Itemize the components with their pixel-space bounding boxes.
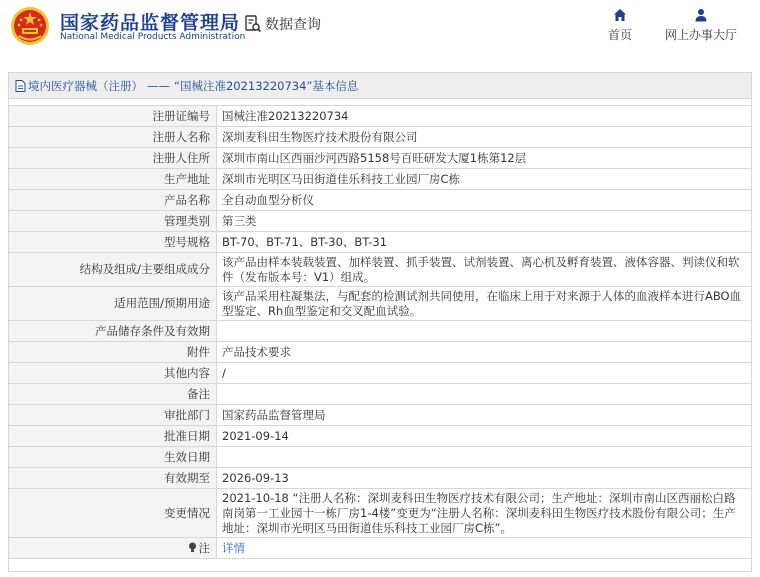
- site-header: [0, 0, 760, 60]
- field-label: 备注: [9, 384, 217, 405]
- field-label: 注册人住所: [9, 148, 217, 169]
- field-value: 该产品由样本装载装置、加样装置、抓手装置、试剂装置、离心机及孵育装置、液体容器、判读仪和软件（发布版本号：V1）组成。: [217, 253, 752, 287]
- nav-home-label: 首页: [607, 28, 632, 42]
- field-label: 结构及组成/主要组成成分: [9, 253, 217, 287]
- field-value: 国家药品监督管理局: [217, 405, 752, 426]
- field-value: [217, 384, 752, 405]
- nav-hall-label: 网上办事大厅: [664, 28, 737, 42]
- field-label: 审批部门: [9, 405, 217, 426]
- breadcrumb-title: “国械注准20213220734”基本信息: [174, 78, 359, 93]
- table-row: [9, 321, 752, 342]
- field-value: 2026-09-13: [217, 468, 752, 489]
- field-value: 该产品采用柱凝集法，与配套的检测试剂共同使用，在临床上用于对来源于人体的血液样本进行ABO血型鉴定、Rh血型鉴定和交叉配血试验。: [217, 287, 752, 321]
- panel-title-bar: [9, 73, 751, 99]
- field-value: [217, 321, 752, 342]
- detail-panel: [8, 72, 752, 572]
- site-name-cn[interactable]: 国家药品监督管理局: [60, 12, 241, 34]
- national-emblem-icon[interactable]: [10, 6, 50, 46]
- breadcrumb-section: 境内医疗器械（注册）: [28, 78, 143, 93]
- details-link[interactable]: 详情: [222, 540, 245, 555]
- table-row: [9, 384, 752, 405]
- table-row: [9, 127, 752, 148]
- table-row: [9, 405, 752, 426]
- table-row: [9, 287, 752, 321]
- field-label: 适用范围/预期用途: [9, 287, 217, 321]
- data-query-title: [245, 12, 321, 36]
- field-value: 深圳麦科田生物医疗技术股份有限公司: [217, 127, 752, 148]
- table-row: [9, 190, 752, 211]
- field-label: 生产地址: [9, 169, 217, 190]
- table-row: [9, 106, 752, 127]
- note-label: 注: [198, 540, 210, 555]
- table-row: [9, 468, 752, 489]
- table-row: [9, 342, 752, 363]
- site-name-en[interactable]: National Medical Products Administration: [60, 32, 246, 42]
- field-value: 国械注准20213220734: [217, 106, 752, 127]
- data-query-label: 数据查询: [265, 17, 321, 33]
- field-label: 产品储存条件及有效期: [9, 321, 217, 342]
- nav-home[interactable]: [604, 8, 636, 43]
- field-value: [217, 447, 752, 468]
- note-value-cell: [217, 538, 752, 559]
- field-value: 深圳市南山区西丽沙河西路5158号百旺研发大厦1栋第12层: [217, 148, 752, 169]
- field-label: 注册证编号: [9, 106, 217, 127]
- document-search-icon: [245, 15, 261, 33]
- field-label: 注册人名称: [9, 127, 217, 148]
- field-label: 变更情况: [9, 489, 217, 538]
- table-row: [9, 426, 752, 447]
- field-value: 深圳市光明区马田街道佳乐科技工业园厂房C栋: [217, 169, 752, 190]
- field-value: 2021-10-18 “注册人名称：深圳麦科田生物医疗技术有限公司；生产地址：深圳市南山区西丽松白路南岗第一工业园十一栋厂房1-4楼”变更为“注册人名称：深圳麦科田生物医疗技术股份有限公司；生产地址：深圳市光明区马田街道佳乐科技工业园厂房C栋”。: [217, 489, 752, 538]
- field-value: 第三类: [217, 211, 752, 232]
- field-label: 有效期至: [9, 468, 217, 489]
- field-value: 产品技术要求: [217, 342, 752, 363]
- field-label: 产品名称: [9, 190, 217, 211]
- breadcrumb-separator: ——: [147, 78, 170, 93]
- nav-online-service-hall[interactable]: [656, 8, 746, 43]
- field-value: /: [217, 363, 752, 384]
- table-row: [9, 211, 752, 232]
- field-label: 生效日期: [9, 447, 217, 468]
- table-row: [9, 232, 752, 253]
- table-row: [9, 489, 752, 538]
- table-row: [9, 447, 752, 468]
- field-label: 管理类别: [9, 211, 217, 232]
- field-value: 2021-09-14: [217, 426, 752, 447]
- field-label: 附件: [9, 342, 217, 363]
- document-icon: [15, 80, 26, 92]
- field-label: 型号规格: [9, 232, 217, 253]
- record-table: [8, 105, 752, 559]
- table-row: [9, 363, 752, 384]
- table-row: [9, 538, 752, 559]
- field-label: 其他内容: [9, 363, 217, 384]
- field-value: BT-70、BT-71、BT-30、BT-31: [217, 232, 752, 253]
- table-row: [9, 169, 752, 190]
- field-value: 全自动血型分析仪: [217, 190, 752, 211]
- table-row: [9, 148, 752, 169]
- lightbulb-icon: [188, 542, 197, 553]
- table-row: [9, 253, 752, 287]
- field-label: 批准日期: [9, 426, 217, 447]
- person-icon: [694, 8, 708, 22]
- note-label-cell: [9, 538, 217, 559]
- home-icon: [613, 8, 627, 22]
